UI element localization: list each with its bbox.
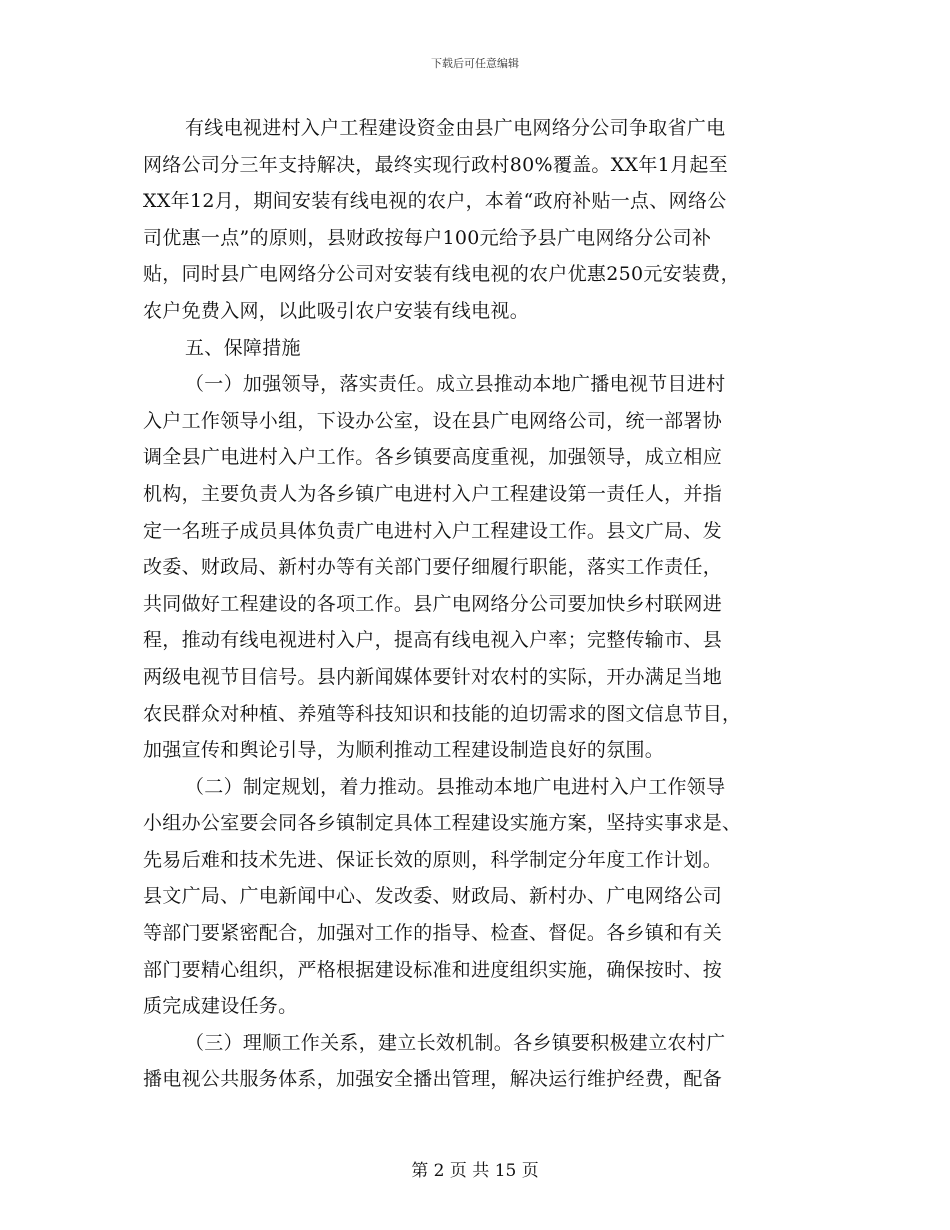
text-line: XX年12月，期间安装有线电视的农户，本着“政府补贴一点、网络公 bbox=[143, 190, 727, 213]
text-line: （二）制定规划，着力推动。县推动本地广电进村入户工作领导 bbox=[185, 775, 726, 798]
text-line: 两级电视节目信号。县内新闻媒体要针对农村的实际，开办满足当地 bbox=[143, 665, 723, 688]
section-heading: 五、保障措施 bbox=[185, 336, 301, 359]
text-line: 等部门要紧密配合，加强对工作的指导、检查、督促。各乡镇和有关 bbox=[143, 922, 723, 945]
text-line: 司优惠一点”的原则，县财政按每户100元给予县广电网络分公司补 bbox=[143, 226, 712, 249]
text-line: 播电视公共服务体系，加强安全播出管理，解决运行维护经费，配备 bbox=[143, 1068, 723, 1091]
text-line: （三）理顺工作关系，建立长效机制。各乡镇要积极建立农村广 bbox=[185, 1031, 726, 1054]
page-number: 第 2 页 共 15 页 bbox=[411, 1161, 539, 1181]
page-header: 下载后可任意编辑 bbox=[431, 57, 519, 70]
document-body bbox=[143, 110, 810, 1098]
text-line: 小组办公室要会同各乡镇制定具体工程建设实施方案，坚持实事求是、 bbox=[143, 812, 742, 835]
text-line: 程，推动有线电视进村入户，提高有线电视入户率；完整传输市、县 bbox=[143, 629, 723, 652]
text-line: 农民群众对种植、养殖等科技知识和技能的迫切需求的图文信息节目， bbox=[143, 702, 742, 725]
text-line: （一）加强领导，落实责任。成立县推动本地广播电视节目进村 bbox=[185, 373, 726, 396]
text-line: 农户免费入网，以此吸引农户安装有线电视。 bbox=[143, 299, 530, 322]
text-line: 先易后难和技术先进、保证长效的原则，科学制定分年度工作计划。 bbox=[143, 848, 723, 871]
text-line: 县文广局、广电新闻中心、发改委、财政局、新村办、广电网络公司 bbox=[143, 885, 723, 908]
text-line: 机构，主要负责人为各乡镇广电进村入户工程建设第一责任人，并指 bbox=[143, 482, 723, 505]
text-line: 共同做好工程建设的各项工作。县广电网络分公司要加快乡村联网进 bbox=[143, 592, 723, 615]
text-line: 部门要精心组织，严格根据建设标准和进度组织实施，确保按时、按 bbox=[143, 958, 723, 981]
text-line: 改委、财政局、新村办等有关部门要仔细履行职能，落实工作责任， bbox=[143, 556, 723, 579]
text-line: 调全县广电进村入户工作。各乡镇要高度重视，加强领导，成立相应 bbox=[143, 446, 723, 469]
text-line: 有线电视进村入户工程建设资金由县广电网络分公司争取省广电 bbox=[185, 117, 726, 139]
text-line: 质完成建设任务。 bbox=[143, 995, 298, 1018]
text-line: 入户工作领导小组，下设办公室，设在县广电网络公司，统一部署协 bbox=[143, 409, 723, 432]
text-line: 加强宣传和舆论引导，为顺利推动工程建设制造良好的氛围。 bbox=[143, 739, 665, 762]
text-line: 定一名班子成员具体负责广电进村入户工程建设工作。县文广局、发 bbox=[143, 519, 723, 542]
text-line: 贴，同时县广电网络分公司对安装有线电视的农户优惠250元安装费， bbox=[143, 263, 740, 286]
text-line: 网络公司分三年支持解决，最终实现行政村80%覆盖。XX年1月起至 bbox=[143, 153, 728, 176]
